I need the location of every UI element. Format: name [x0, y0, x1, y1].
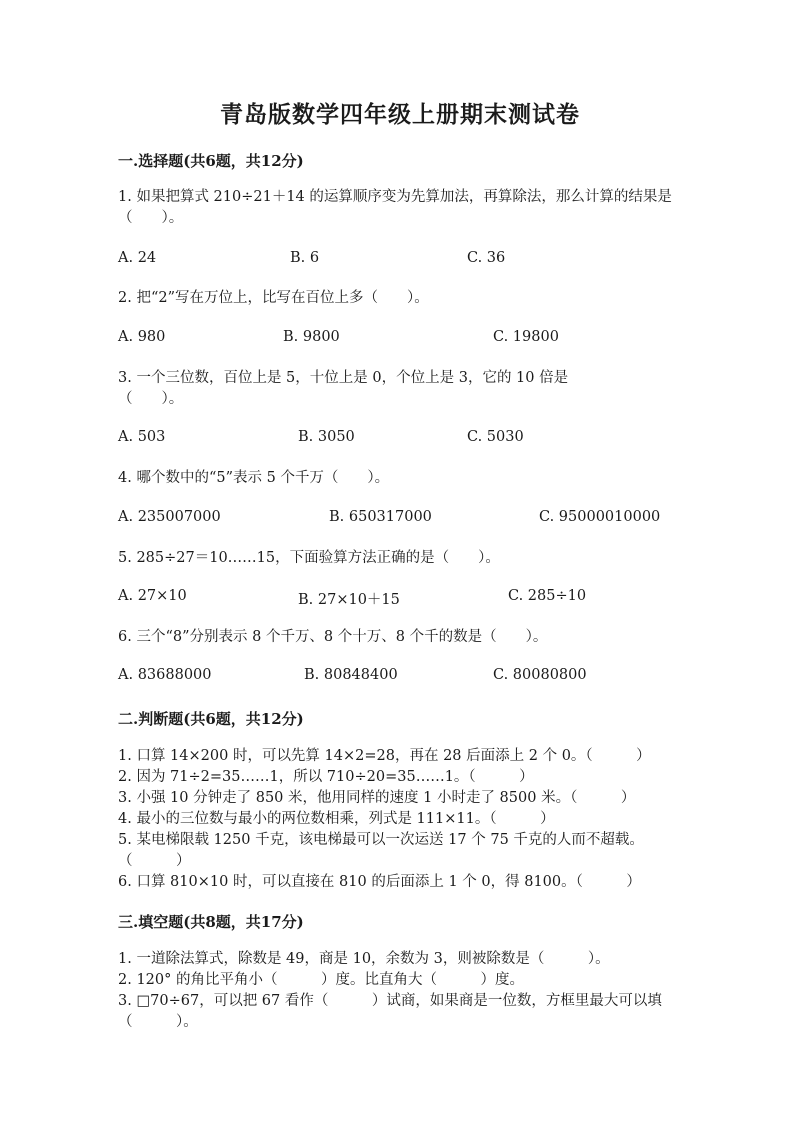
choice-option-5c: C. 285÷10 [508, 588, 587, 604]
choice-option-2b: B. 9800 [283, 329, 340, 345]
choice-question-5: 5. 285÷27＝10……15，下面验算方法正确的是（ ）。 [118, 550, 500, 566]
choice-option-4c: C. 95000010000 [539, 509, 661, 525]
choice-option-4b: B. 650317000 [329, 509, 432, 525]
choice-option-5b: B. 27×10＋15 [298, 592, 400, 608]
choice-question-3: 3. 一个三位数，百位上是 5，十位上是 0，个位上是 3，它的 10 倍是（ ）。 [118, 370, 569, 407]
judgement-question-3: 3. 小强 10 分钟走了 850 米，他用同样的速度 1 小时走了 8500 米。（ ） [118, 790, 636, 806]
choice-question-1: 1. 如果把算式 210÷21＋14 的运算顺序变为先算加法，再算除法，那么计算的结果是（ ）。 [118, 189, 672, 226]
choice-option-5a: A. 27×10 [118, 588, 187, 604]
choice-option-1c: C. 36 [467, 250, 506, 266]
choice-option-2a: A. 980 [118, 329, 166, 345]
fill-blank-question-3: 3. □70÷67，可以把 67 看作（ ）试商，如果商是一位数，方框里最大可以填（ ）。 [118, 993, 662, 1030]
judgement-question-5: 5. 某电梯限载 1250 千克，该电梯最可以一次运送 17 个 75 千克的人而不超载。（ ） [118, 832, 644, 869]
choice-question-4: 4. 哪个数中的“5”表示 5 个千万（ ）。 [118, 470, 390, 486]
choice-option-3a: A. 503 [118, 429, 166, 445]
fill-blank-question-1: 1. 一道除法算式，除数是 49，商是 10，余数为 3，则被除数是（ ）。 [118, 951, 610, 967]
choice-question-2: 2. 把“2”写在万位上，比写在百位上多（ ）。 [118, 290, 429, 306]
choice-option-3c: C. 5030 [467, 429, 524, 445]
judgement-question-1: 1. 口算 14×200 时，可以先算 14×2=28，再在 28 后面添上 2 个 0。（ ） [118, 748, 651, 764]
choice-option-1b: B. 6 [290, 250, 320, 266]
choice-option-4a: A. 235007000 [118, 509, 221, 525]
choice-option-1a: A. 24 [118, 250, 157, 266]
judgement-question-6: 6. 口算 810×10 时，可以直接在 810 的后面添上 1 个 0，得 8100。（ ） [118, 874, 641, 890]
section-heading-choice: 一.选择题(共6题，共12分) [118, 152, 304, 170]
judgement-question-4: 4. 最小的三位数与最小的两位数相乘，列式是 111×11。（ ） [118, 811, 555, 827]
choice-question-6: 6. 三个“8”分别表示 8 个千万、8 个十万、8 个千的数是（ ）。 [118, 629, 548, 645]
choice-option-2c: C. 19800 [493, 329, 559, 345]
fill-blank-question-2: 2. 120° 的角比平角小（ ）度。比直角大（ ）度。 [118, 972, 524, 988]
choice-option-6b: B. 80848400 [304, 667, 398, 683]
section-heading-judgement: 二.判断题(共6题，共12分) [118, 710, 304, 728]
choice-option-6c: C. 80080800 [493, 667, 587, 683]
page-title: 青岛版数学四年级上册期末测试卷 [220, 101, 580, 128]
choice-option-3b: B. 3050 [298, 429, 355, 445]
choice-option-6a: A. 83688000 [118, 667, 212, 683]
judgement-question-2: 2. 因为 71÷2=35……1，所以 710÷20=35……1。（ ） [118, 769, 534, 785]
section-heading-fill-blank: 三.填空题(共8题，共17分) [118, 913, 304, 931]
